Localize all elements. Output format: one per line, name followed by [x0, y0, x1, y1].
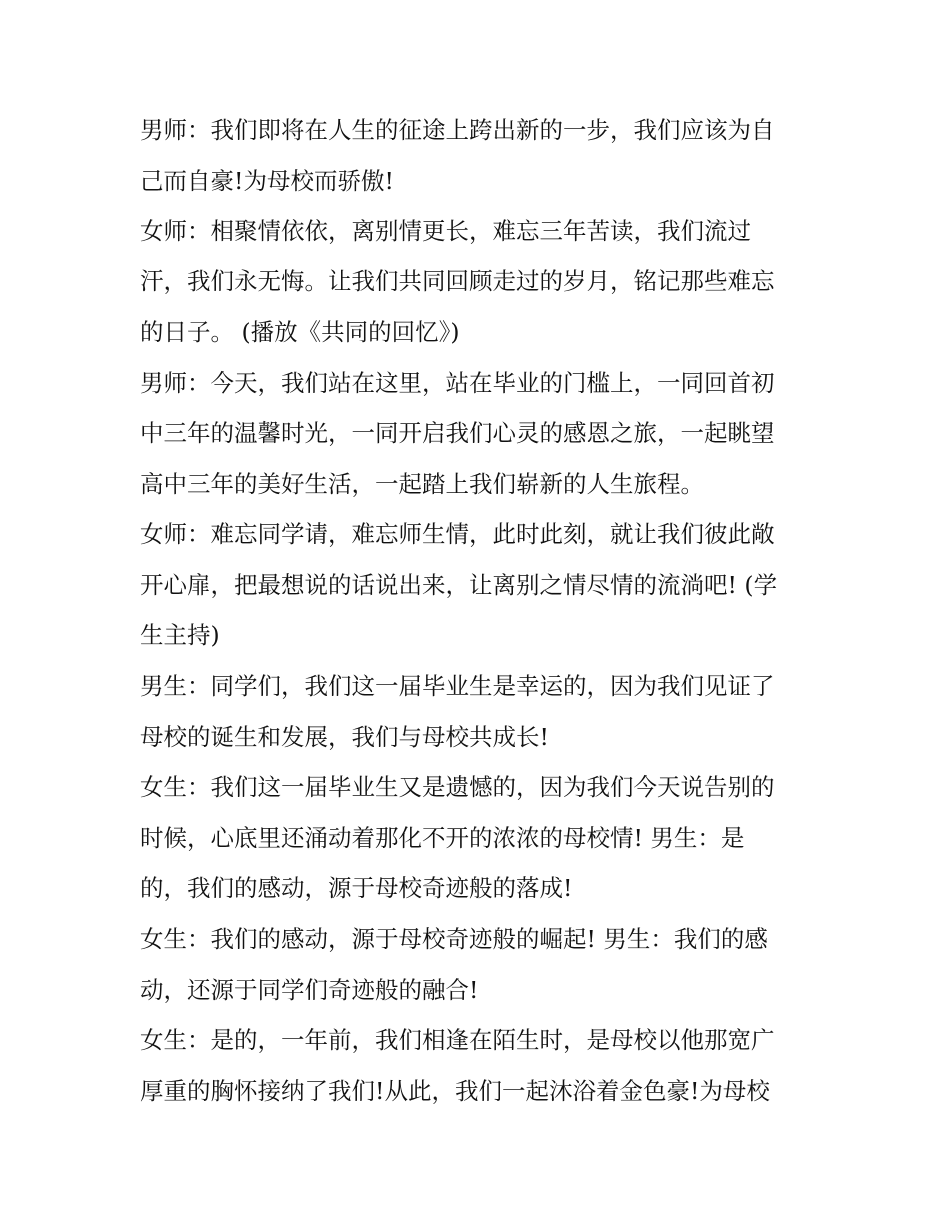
text-line: 女生：我们这一届毕业生又是遗憾的，因为我们今天说告别的	[140, 773, 775, 801]
text-line: 女生：我们的感动，源于母校奇迹般的崛起! 男生：我们的感	[140, 925, 768, 953]
text-line: 高中三年的美好生活，一起踏上我们崭新的人生旅程。	[140, 470, 704, 498]
text-line: 女师：相聚情依依，离别情更长，难忘三年苦读，我们流过	[140, 217, 751, 245]
text-line: 男师：今天，我们站在这里，站在毕业的门槛上，一同回首初	[140, 369, 775, 397]
text-line: 中三年的温馨时光，一同开启我们心灵的感恩之旅，一起眺望	[140, 419, 775, 447]
text-line: 男师：我们即将在人生的征途上跨出新的一步，我们应该为自	[140, 116, 775, 144]
text-line: 时候，心底里还涌动着那化不开的浓浓的母校情! 男生：是	[140, 824, 745, 852]
text-line: 的，我们的感动，源于母校奇迹般的落成!	[140, 874, 573, 902]
text-line: 生主持)	[140, 621, 220, 649]
text-line: 母校的诞生和发展，我们与母校共成长!	[140, 723, 549, 751]
text-line: 动，还源于同学们奇迹般的融合!	[140, 976, 479, 1004]
text-line: 女师：难忘同学请，难忘师生情，此时此刻，就让我们彼此敞	[140, 520, 775, 548]
text-line: 汗，我们永无悔。让我们共同回顾走过的岁月，铭记那些难忘	[140, 267, 775, 295]
text-line: 己而自豪!为母校而骄傲!	[140, 167, 394, 195]
text-line: 女生：是的，一年前，我们相逢在陌生时，是母校以他那宽广	[140, 1026, 775, 1054]
text-line: 男生：同学们，我们这一届毕业生是幸运的，因为我们见证了	[140, 672, 775, 700]
text-line: 开心扉，把最想说的话说出来，让离别之情尽情的流淌吧! (学	[140, 571, 778, 599]
text-line: 厚重的胸怀接纳了我们!从此，我们一起沐浴着金色豪!为母校	[140, 1077, 770, 1105]
text-line: 的日子。 (播放《共同的回忆》)	[140, 318, 460, 346]
